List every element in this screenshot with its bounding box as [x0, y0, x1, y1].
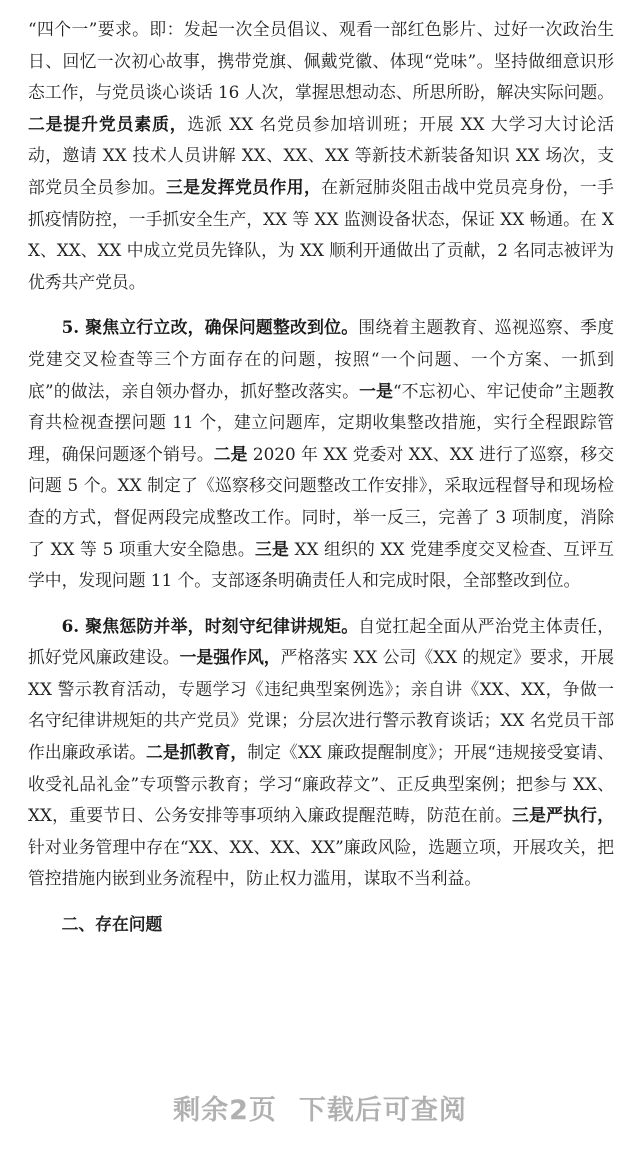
bold-lead-point-2: 二是提升党员素质，: [28, 113, 188, 134]
bold-lead-point-3: 三是: [254, 538, 289, 559]
paragraph-text: 围绕着主题教育、巡视巡察、季度党建交叉检查等三个方面存在的问题，按照“一个问题、一个方案、一抓到底”的做法，亲自领办督办，抓好整改落实。: [28, 317, 614, 401]
paragraph-rectification: [28, 312, 614, 596]
paragraph-text: 在新冠肺炎阻击战中党员亮身份，一手抓疫情防控，一手抓安全生产，XX 等 XX 监测设备状态，保证 XX 畅通。在 XX、XX、XX 中成立党员先锋队，为 XX 顺利开通做出了贡献，2 名同志被评为优秀共产党员。: [28, 176, 614, 292]
bold-lead-point-1: 一是: [359, 380, 394, 401]
bold-lead-point-2: 二是抓教育，: [146, 742, 248, 763]
paragraph-text: 针对业务管理中存在“XX、XX、XX、XX”廉政风险，选题立项，开展攻关，把管控措施内嵌到业务流程中，防止权力滥用，谋取不当利益。: [28, 836, 614, 889]
section-heading-existing-problems: 二、存在问题: [61, 914, 163, 935]
paragraph-spacer: [28, 298, 614, 312]
paragraph-spacer: [28, 895, 614, 909]
paragraph-text: “四个一”要求。即：发起一次全员倡议、观看一部红色影片、过好一次政治生日、回忆一次初心故事，携带党旗、佩戴党徽、体现“党味”。坚持做细意识形态工作，与党员谈心谈话 16 人次，掌握思想动态、所思所盼，解决实际问题。: [28, 19, 614, 103]
bold-lead-point-1: 一是强作风，: [179, 647, 281, 668]
document-body: [28, 14, 614, 941]
remaining-pages-label: 剩余2页: [173, 1095, 277, 1126]
paragraph-spacer: [28, 597, 614, 611]
paragraph-text: 自觉扛起全面从严治党主体责任，抓好党风廉政建设。: [28, 615, 614, 668]
download-to-view-label: 下载后可查阅: [298, 1095, 467, 1126]
bold-lead-point-3: 三是严执行，: [512, 805, 614, 826]
paragraph-text: XX 组织的 XX 党建季度交叉检查、互评互学中，发现问题 11 个。支部逐条明确责任人和完成时限，全部整改到位。: [28, 538, 614, 591]
download-to-read-button[interactable]: [0, 1088, 640, 1127]
paragraph-party-activities: [28, 14, 614, 298]
paragraph-text: 选派 XX 名党员参加培训班；开展 XX 大学习大讨论活动，邀请 XX 技术人员讲解 XX、XX、XX 等新技术新装备知识 XX 场次，支部党员全员参加。: [28, 113, 614, 197]
paragraph-text: “不忘初心、牢记使命”主题教育共检视查摆问题 11 个，建立问题库，定期收集整改措施，实行全程跟踪管理，确保问题逐个销号。: [28, 380, 614, 464]
section-5-heading: 5. 聚焦立行立改，确保问题整改到位。: [61, 317, 359, 338]
paragraph-text: 制定《XX 廉政提醒制度》；开展“违规接受宴请、收受礼品礼金”专项警示教育；学习“廉政荐文”、正反典型案例；把参与 XX、XX，重要节日、公务安排等事项纳入廉政提醒范畴，防范在前。: [28, 742, 614, 826]
paragraph-text: 严格落实 XX 公司《XX 的规定》要求，开展 XX 警示教育活动，专题学习《违纪典型案例选》；亲自讲《XX、XX，争做一名守纪律讲规矩的共产党员》党课；分层次进行警示教育谈话；XX 名党员干部作出廉政承诺。: [28, 647, 614, 763]
section-6-heading: 6. 聚焦惩防并举，时刻守纪律讲规矩。: [61, 615, 359, 636]
paragraph-text: 2020 年 XX 党委对 XX、XX 进行了巡察，移交问题 5 个。XX 制定了《巡察移交问题整改工作安排》，采取远程督导和现场检查的方式，督促两段完成整改工作。同时，举一反三，完善了 3 项制度，消除了 XX 等 5 项重大安全隐患。: [28, 443, 614, 559]
bold-lead-point-3: 三是发挥党员作用，: [165, 176, 322, 197]
paragraph-discipline: [28, 611, 614, 895]
bold-lead-point-2: 二是: [213, 443, 248, 464]
